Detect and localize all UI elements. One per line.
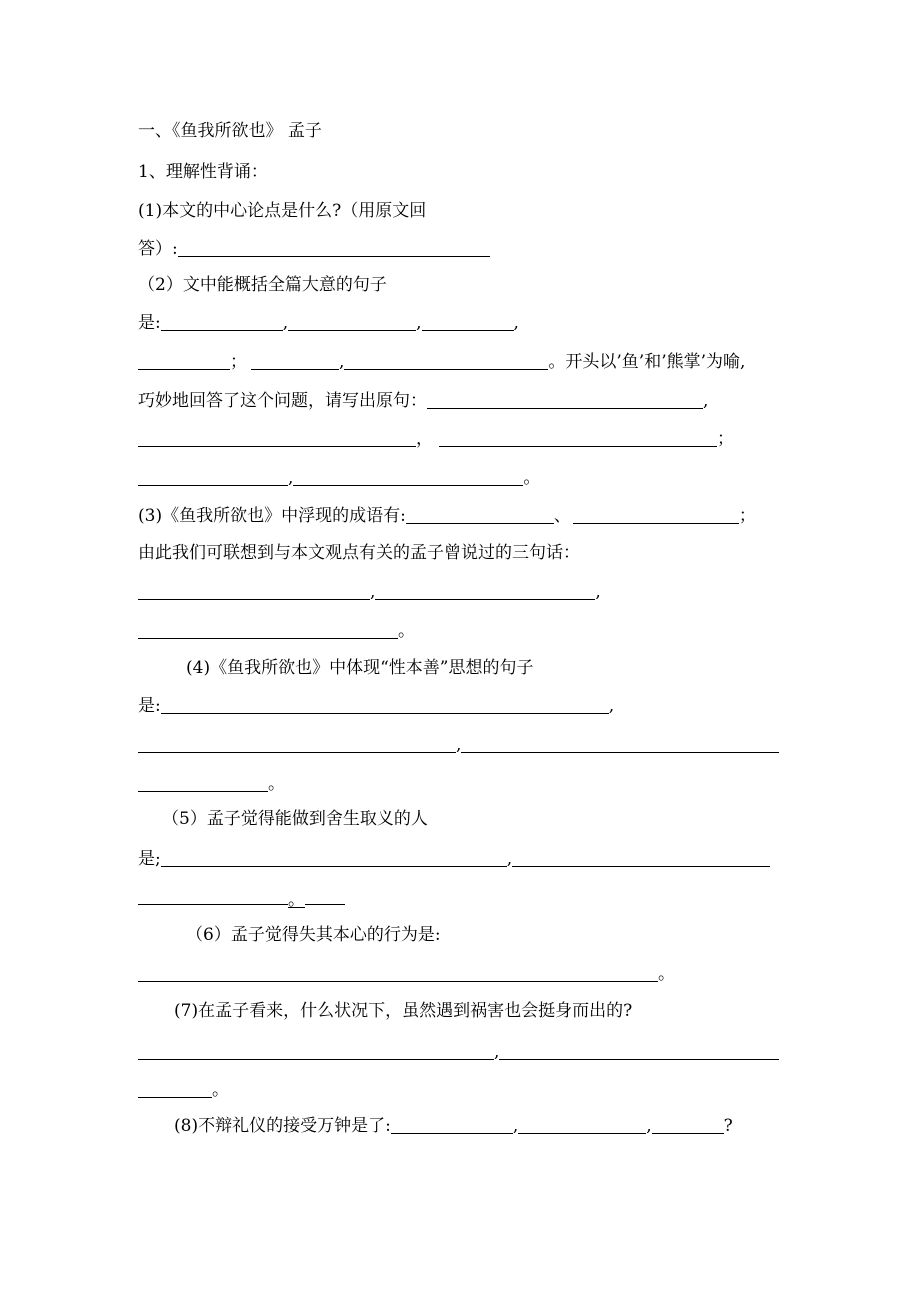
answer-blank[interactable] — [518, 1115, 646, 1134]
punct-comma: , — [506, 849, 513, 869]
answer-blank[interactable] — [461, 734, 779, 753]
answer-blank[interactable] — [439, 428, 717, 447]
question-4-line-1 — [186, 655, 533, 681]
subsection-heading-text: 1、理解性背诵： — [138, 162, 268, 182]
answer-blank[interactable] — [161, 312, 283, 331]
punct-period: 。 — [212, 1080, 229, 1100]
punct-comma: , — [494, 1042, 500, 1062]
punct-comma: , — [416, 313, 422, 333]
punct-comma: , — [339, 352, 345, 372]
question-3-prompt-cont: 由此我们可联想到与本文观点有关的孟子曾说过的三句话： — [138, 543, 580, 563]
punct-period: 。 — [398, 621, 415, 641]
answer-blank[interactable] — [573, 505, 739, 524]
question-3-line-4 — [138, 618, 415, 644]
punct-semicolon: ； — [230, 352, 247, 372]
subsection-heading — [138, 159, 268, 185]
question-5-prompt: （5）孟子觉得能做到舍生取义的人 — [162, 809, 428, 829]
punct-comma: , — [456, 735, 462, 755]
answer-blank[interactable] — [138, 581, 370, 600]
question-6-line-2 — [138, 961, 675, 987]
question-1-prompt-cont: 答）: — [138, 239, 178, 259]
question-8-line-1 — [174, 1113, 733, 1139]
question-5-line-1 — [162, 806, 428, 832]
question-6-line-1 — [186, 922, 441, 948]
answer-blank[interactable] — [138, 773, 268, 792]
answer-blank[interactable] — [138, 1041, 494, 1060]
question-7-line-1 — [174, 998, 632, 1024]
question-4-line-4 — [138, 771, 285, 797]
question-1-prompt: (1)本文的中心论点是什么?（用原文回 — [138, 201, 427, 221]
answer-blank[interactable] — [138, 734, 456, 753]
question-7-prompt: (7)在孟子看来，什么状况下，虽然遇到祸害也会挺身而出的? — [174, 1001, 633, 1021]
answer-blank[interactable] — [178, 238, 490, 257]
answer-blank[interactable] — [251, 351, 339, 370]
section-title — [138, 118, 322, 144]
question-4-prompt-cont: 是: — [138, 696, 161, 716]
punct-comma: , — [646, 1116, 652, 1136]
question-2-line-5 — [138, 426, 734, 452]
punct-comma: , — [288, 468, 294, 488]
punct-comma: , — [513, 313, 519, 333]
question-2-line-3 — [138, 349, 745, 375]
punct-semicolon: ； — [738, 506, 756, 526]
answer-blank[interactable] — [138, 351, 230, 370]
question-2-prompt-mid: 。开头以’鱼’和’熊掌’为喻, — [548, 352, 746, 372]
question-8-prompt: (8)不辩礼仪的接受万钟是了: — [174, 1116, 391, 1136]
punct-period: 。 — [288, 890, 305, 910]
answer-blank[interactable] — [138, 620, 398, 639]
punct-comma: , — [703, 391, 709, 411]
answer-blank[interactable] — [138, 467, 288, 486]
question-3-prompt: (3)《鱼我所欲也》中浮现的成语有: — [138, 506, 406, 526]
answer-blank[interactable] — [512, 848, 770, 867]
answer-blank[interactable] — [138, 886, 288, 905]
answer-blank[interactable] — [293, 467, 523, 486]
question-4-line-3 — [138, 732, 779, 758]
question-2-line-4 — [138, 388, 708, 414]
answer-blank[interactable] — [138, 963, 658, 982]
question-7-line-3 — [138, 1077, 229, 1103]
question-3-line-3 — [138, 579, 601, 605]
question-2-prompt: （2）文中能概括全篇大意的句子 — [138, 275, 387, 295]
question-3-line-2 — [138, 540, 580, 566]
punct-semicolon-cn: ； — [717, 429, 734, 449]
question-5-line-2 — [138, 846, 770, 872]
question-2-line-1 — [138, 272, 387, 298]
question-4-prompt: (4)《鱼我所欲也》中体现“性本善”思想的句子 — [186, 658, 534, 678]
question-5-prompt-cont: 是; — [138, 849, 161, 869]
question-1-line-1 — [138, 198, 426, 224]
answer-blank[interactable] — [288, 312, 416, 331]
answer-blank[interactable] — [344, 351, 548, 370]
question-2-prompt-quote: 巧妙地回答了这个问题，请写出原句： — [138, 391, 427, 411]
answer-blank[interactable] — [138, 1079, 212, 1098]
question-2-line-2 — [138, 310, 519, 336]
question-2-line-6 — [138, 465, 540, 491]
punct-dun: 、 — [553, 506, 571, 526]
question-1-line-2 — [138, 236, 490, 262]
punct-comma-cn: ， — [416, 429, 433, 449]
answer-blank[interactable] — [375, 581, 595, 600]
answer-blank[interactable] — [391, 1115, 513, 1134]
answer-blank[interactable] — [406, 505, 554, 524]
section-title-text: 一、《鱼我所欲也》 孟子 — [138, 121, 322, 141]
question-6-prompt: （6）孟子觉得失其本心的行为是: — [186, 925, 441, 945]
punct-comma: , — [512, 1116, 519, 1136]
punct-comma: , — [595, 582, 601, 602]
punct-period: 。 — [658, 964, 675, 984]
punct-comma: , — [370, 582, 376, 602]
answer-blank[interactable] — [305, 886, 345, 905]
punct-period: 。 — [268, 774, 285, 794]
question-5-line-3 — [138, 884, 345, 910]
punct-comma: , — [282, 313, 289, 333]
question-4-line-2 — [138, 693, 614, 719]
answer-blank[interactable] — [138, 428, 416, 447]
punct-question: ? — [723, 1116, 733, 1136]
answer-blank[interactable] — [422, 312, 514, 331]
answer-blank[interactable] — [161, 695, 609, 714]
answer-blank[interactable] — [427, 390, 703, 409]
punct-comma: , — [608, 696, 615, 716]
question-2-prompt-cont: 是: — [138, 313, 161, 333]
punct-period: 。 — [523, 468, 541, 488]
answer-blank[interactable] — [499, 1041, 779, 1060]
answer-blank[interactable] — [652, 1115, 724, 1134]
question-7-line-2 — [138, 1039, 779, 1065]
answer-blank[interactable] — [161, 848, 507, 867]
question-3-line-1 — [138, 503, 756, 529]
